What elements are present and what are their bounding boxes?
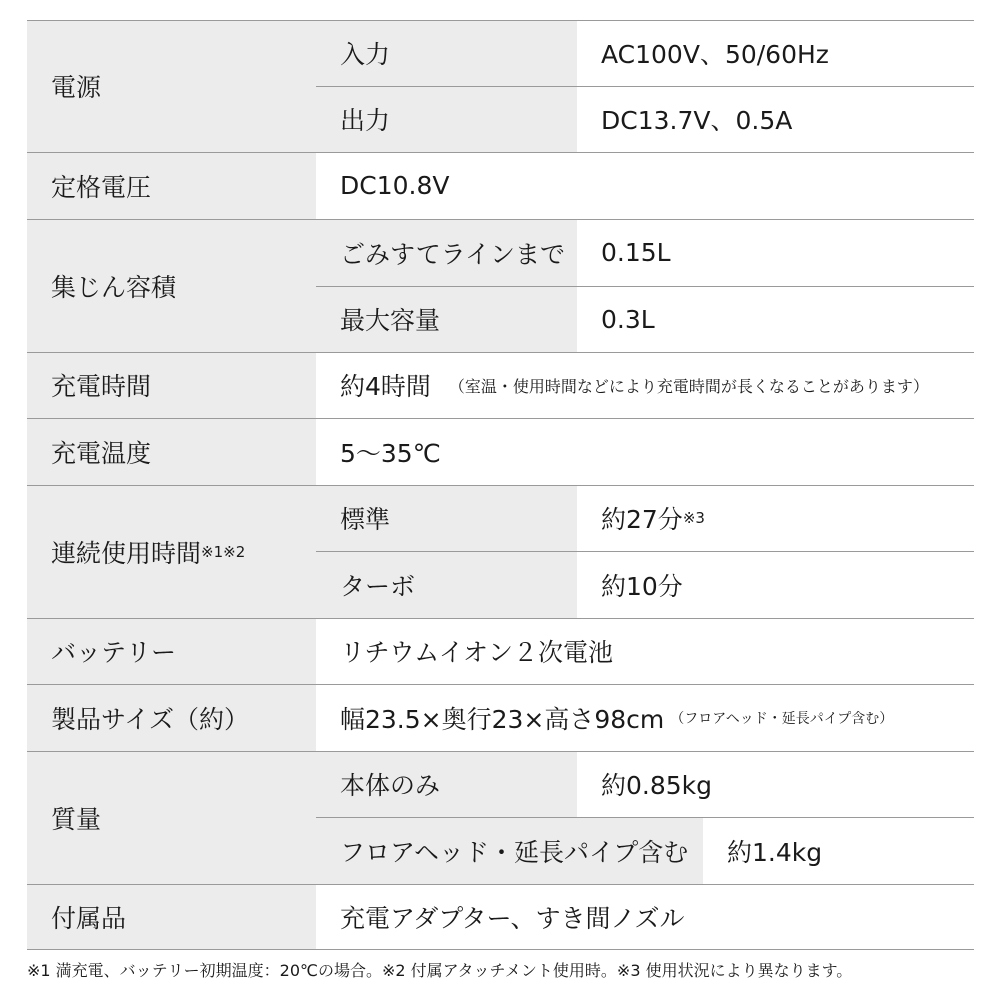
accessories-value: 充電アダプター、すき間ノズル <box>316 884 974 950</box>
rated-voltage-value: DC10.8V <box>316 152 974 219</box>
charge-time-note: （室温・使用時間などにより充電時間が長くなることがあります） <box>448 376 929 396</box>
row-label-battery: バッテリー <box>27 618 316 684</box>
row-label-size: 製品サイズ（約） <box>27 684 316 751</box>
size-cell <box>316 684 974 751</box>
row-label-weight: 質量 <box>27 751 316 884</box>
dust-line-label: ごみすてラインまで <box>316 219 577 286</box>
dust-line-value: 0.15L <box>577 219 974 286</box>
divider <box>27 219 974 220</box>
row-label-charge-temp: 充電温度 <box>27 418 316 485</box>
weight-full-value: 約1.4kg <box>703 817 974 884</box>
charge-time-value: 約4時間 <box>340 372 431 401</box>
footnote: ※1 満充電、バッテリー初期温度：20℃の場合。※2 付属アタッチメント使用時。※3 使用状況により異なります。 <box>27 961 853 980</box>
row-label-run-time: 連続使用時間 <box>51 538 202 568</box>
run-standard-cell: 約27分 ※3 <box>577 485 974 551</box>
divider <box>316 286 974 287</box>
power-output-label: 出力 <box>316 86 577 152</box>
divider <box>316 817 974 818</box>
dust-max-value: 0.3L <box>577 286 974 352</box>
size-note: （フロアヘッド・延長パイプ含む） <box>670 710 894 727</box>
run-standard-label: 標準 <box>316 485 577 551</box>
weight-full-label: フロアヘッド・延長パイプ含む <box>316 817 703 884</box>
power-output-value: DC13.7V、0.5A <box>577 86 974 152</box>
divider <box>27 418 974 419</box>
row-label-power: 電源 <box>27 20 316 152</box>
row-label-accessories: 付属品 <box>27 884 316 950</box>
dust-max-label: 最大容量 <box>316 286 577 352</box>
divider <box>27 618 974 619</box>
weight-body-value: 約0.85kg <box>577 751 974 817</box>
divider <box>27 152 974 153</box>
run-turbo-label: ターボ <box>316 551 577 618</box>
power-input-value: AC100V、50/60Hz <box>577 20 974 86</box>
size-value: 幅23.5×奥行23×高さ98cm <box>340 704 665 734</box>
divider <box>27 751 974 752</box>
divider <box>27 684 974 685</box>
run-turbo-value: 約10分 <box>577 551 974 618</box>
charge-temp-value: 5〜35℃ <box>316 418 974 485</box>
divider <box>27 352 974 353</box>
run-standard-value: 約27分 <box>601 505 683 534</box>
row-label-rated-voltage: 定格電圧 <box>27 152 316 219</box>
charge-time-cell <box>316 352 974 418</box>
row-label-dust-capacity: 集じん容積 <box>27 219 316 352</box>
row-label-charge-time: 充電時間 <box>27 352 316 418</box>
divider <box>316 551 974 552</box>
divider <box>316 86 974 87</box>
table-bottom-rule <box>27 949 974 950</box>
divider <box>27 485 974 486</box>
weight-body-label: 本体のみ <box>316 751 577 817</box>
power-input-label: 入力 <box>316 20 577 86</box>
divider <box>27 884 974 885</box>
row-label-run-time-cell: 連続使用時間 ※1※2 <box>27 485 316 618</box>
battery-value: リチウムイオン２次電池 <box>316 618 974 684</box>
table-top-rule <box>27 20 974 21</box>
